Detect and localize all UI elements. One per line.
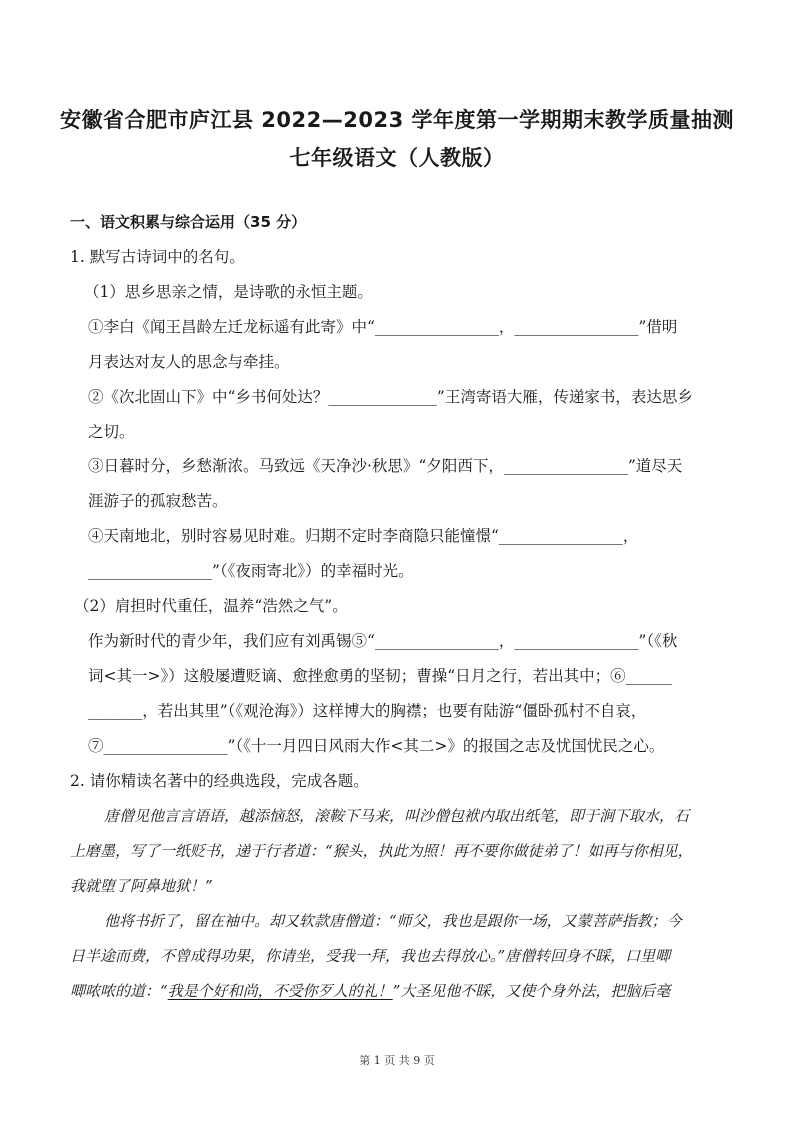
excerpt-para-1-line-1: 唐僧见他言言语语，越添恼怒，滚鞍下马来，叫沙僧包袱内取出纸笔，即于涧下取水，石 [104,807,690,825]
question-1-part-2-line-4: ⑦________________”（《十一月四日风雨大作<其二>》的报国之志及忧国忧民之心。 [88,737,665,755]
page-footer: 第 1 页 共 9 页 [359,1054,435,1067]
question-1-item-2-line-2: 之切。 [88,423,135,441]
question-1-item-1-line-1: ①李白《闻王昌龄左迁龙标遥有此寄》中“________________，________________”借明 [88,318,678,336]
question-1-part-2: （2）肩担时代重任，温养“浩然之气”。 [74,597,348,615]
section-heading: 一、语文积累与综合运用（35 分） [70,213,307,231]
underlined-quote: 我是个好和尚，不受你歹人的礼！ [167,982,393,1000]
excerpt-text: ”大圣见他不睬，又使个身外法，把脑后毫 [392,982,671,1000]
excerpt-para-2-line-2: 日半途而费，不曾成得功果，你请坐，受我一拜，我也去得放心。”唐僧转回身不睬，口里唧 [70,947,671,965]
excerpt-para-1-line-2: 上磨墨，写了一纸贬书，递于行者道：“猴头，执此为照！再不要你做徒弟了！如再与你相见， [70,842,693,860]
question-2-stem: 2. 请你精读名著中的经典选段，完成各题。 [70,772,369,790]
excerpt-para-2-line-1: 他将书折了，留在袖中。却又软款唐僧道：“师父，我也是跟你一场，又蒙菩萨指教；今 [104,912,682,930]
question-1-item-4-line-1: ④天南地北，别时容易见时难。归期不定时李商隐只能憧憬“________________， [88,527,639,545]
question-1-stem: 1. 默写古诗词中的名句。 [70,248,245,266]
question-1-part-2-line-3: _______，若出其里”（《观沧海》）这样博大的胸襟；也要有陆游“僵卧孤村不自哀， [88,702,647,720]
question-1-item-3-line-1: ③日暮时分，乡愁渐浓。马致远《天净沙·秋思》“夕阳西下，________________”道尽天 [88,457,683,475]
excerpt-text: 唧哝哝的道：“ [70,982,168,1000]
question-1-item-2-line-1: ②《次北固山下》中“乡书何处达？______________”王湾寄语大雁，传递家书，表达思乡 [88,388,693,406]
excerpt-para-1-line-3: 我就堕了阿鼻地狱！” [70,877,213,895]
page-subtitle: 七年级语文（人教版） [289,146,505,170]
question-1-item-3-line-2: 涯游子的孤寂愁苦。 [88,492,228,510]
excerpt-para-2-line-3 [70,981,670,1001]
page-title: 安徽省合肥市庐江县 2022—2023 学年度第一学期期末教学质量抽测 [59,108,734,132]
question-1-part-2-line-1: 作为新时代的青少年，我们应有刘禹锡⑤“________________，________________”（《秋 [88,632,678,650]
question-1-part-2-line-2: 词<其一>》）这般屡遭贬谪、愈挫愈勇的坚韧；曹操“日月之行，若出其中；⑥______ [88,667,673,685]
question-1-item-1-line-2: 月表达对友人的思念与牵挂。 [88,353,290,371]
question-1-item-4-line-2: ________________”（《夜雨寄北》）的幸福时光。 [88,562,414,580]
question-1-part-1: （1）思乡思亲之情，是诗歌的永恒主题。 [84,283,373,301]
